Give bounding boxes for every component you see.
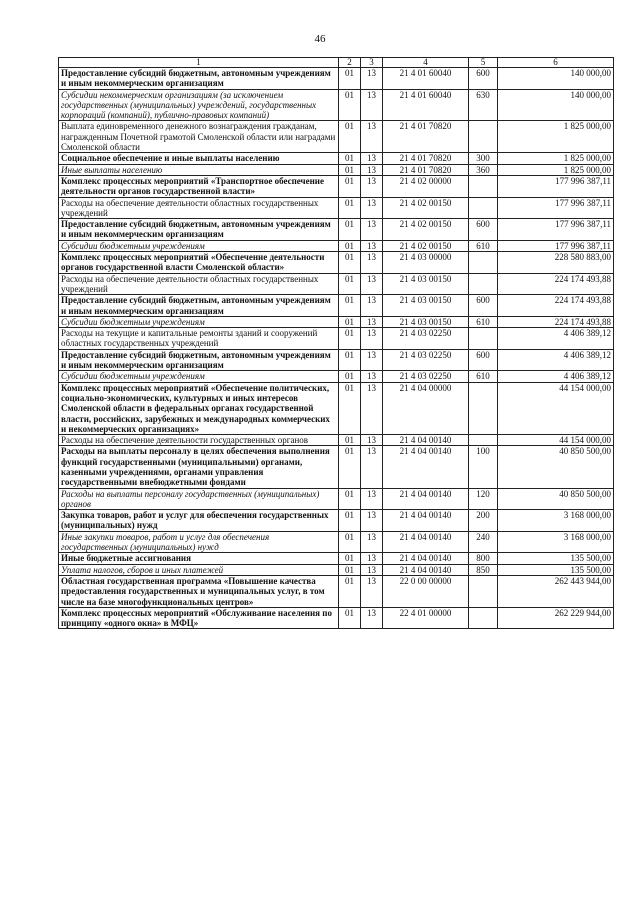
- row-target-code-cell: 21 4 04 00140: [383, 510, 469, 532]
- row-amount-cell: 135 500,00: [498, 553, 614, 564]
- row-expense-type-cell: 630: [469, 89, 498, 121]
- table-row: [59, 240, 614, 251]
- row-amount-cell: 177 996 387,11: [498, 197, 614, 219]
- row-amount-cell: 1 825 000,00: [498, 153, 614, 164]
- row-target-code-cell: 21 4 04 00000: [383, 382, 469, 434]
- row-expense-type-cell: [469, 328, 498, 350]
- header-cell: 3: [361, 58, 383, 68]
- row-section-cell: 01: [339, 68, 361, 90]
- row-expense-type-cell: [469, 575, 498, 607]
- row-expense-type-cell: 300: [469, 153, 498, 164]
- row-name-cell: Комплекс процессных мероприятий «Обеспечение политических, социально-экономических, культурных и иных интересов Смоленской области в федеральных органах государственной власти, российских, зарубежных и международных коммерческих и некоммерческих организациях»: [59, 382, 339, 434]
- row-section-cell: 01: [339, 252, 361, 274]
- row-name-cell: Субсидии бюджетным учреждениям: [59, 316, 339, 327]
- row-section-cell: 01: [339, 164, 361, 175]
- row-section-cell: 01: [339, 531, 361, 553]
- row-section-cell: 01: [339, 607, 361, 629]
- row-expense-type-cell: [469, 273, 498, 295]
- row-name-cell: Предоставление субсидий бюджетным, автономным учреждениям и иным некоммерческим организациям: [59, 295, 339, 317]
- row-section-cell: 01: [339, 446, 361, 488]
- row-expense-type-cell: [469, 121, 498, 153]
- row-name-cell: Предоставление субсидий бюджетным, автономным учреждениям и иным некоммерческим организациям: [59, 349, 339, 371]
- row-target-code-cell: 21 4 01 60040: [383, 89, 469, 121]
- table-row: [59, 382, 614, 434]
- table-row: [59, 607, 614, 629]
- row-subsection-cell: 13: [361, 219, 383, 241]
- row-amount-cell: 177 996 387,11: [498, 175, 614, 197]
- row-subsection-cell: 13: [361, 164, 383, 175]
- row-expense-type-cell: [469, 382, 498, 434]
- table-row: [59, 68, 614, 90]
- row-name-cell: Расходы на выплаты персоналу государственных (муниципальных) органов: [59, 488, 339, 510]
- row-name-cell: Закупка товаров, работ и услуг для обеспечения государственных (муниципальных) нужд: [59, 510, 339, 532]
- row-amount-cell: 224 174 493,88: [498, 316, 614, 327]
- row-subsection-cell: 13: [361, 488, 383, 510]
- row-target-code-cell: 21 4 04 00140: [383, 531, 469, 553]
- row-expense-type-cell: 600: [469, 349, 498, 371]
- row-amount-cell: 4 406 389,12: [498, 328, 614, 350]
- row-expense-type-cell: [469, 197, 498, 219]
- row-subsection-cell: 13: [361, 531, 383, 553]
- table-row: [59, 153, 614, 164]
- row-amount-cell: 177 996 387,11: [498, 219, 614, 241]
- row-target-code-cell: 21 4 02 00150: [383, 197, 469, 219]
- row-section-cell: 01: [339, 240, 361, 251]
- table-row: [59, 316, 614, 327]
- row-expense-type-cell: 610: [469, 316, 498, 327]
- row-amount-cell: 1 825 000,00: [498, 164, 614, 175]
- row-expense-type-cell: 240: [469, 531, 498, 553]
- header-cell: 1: [59, 58, 339, 68]
- row-expense-type-cell: 360: [469, 164, 498, 175]
- row-subsection-cell: 13: [361, 575, 383, 607]
- row-subsection-cell: 13: [361, 197, 383, 219]
- row-target-code-cell: 21 4 01 70820: [383, 164, 469, 175]
- row-amount-cell: 177 996 387,11: [498, 240, 614, 251]
- row-subsection-cell: 13: [361, 175, 383, 197]
- row-subsection-cell: 13: [361, 349, 383, 371]
- row-name-cell: Выплата единовременного денежного вознаграждения гражданам, награжденным Почетной грамотой Смоленской области или наградами Смоленской области: [59, 121, 339, 153]
- row-expense-type-cell: 600: [469, 219, 498, 241]
- table-body: [59, 68, 614, 629]
- row-amount-cell: 1 825 000,00: [498, 121, 614, 153]
- row-subsection-cell: 13: [361, 446, 383, 488]
- row-section-cell: 01: [339, 328, 361, 350]
- row-name-cell: Комплекс процессных мероприятий «Обеспечение деятельности органов государственной власти Смоленской области»: [59, 252, 339, 274]
- table-row: [59, 553, 614, 564]
- table-row: [59, 164, 614, 175]
- row-target-code-cell: 21 4 01 70820: [383, 121, 469, 153]
- row-name-cell: Комплекс процессных мероприятий «Транспортное обеспечение деятельности органов государственной власти»: [59, 175, 339, 197]
- row-name-cell: Социальное обеспечение и иные выплаты населению: [59, 153, 339, 164]
- table-row: [59, 371, 614, 382]
- row-subsection-cell: 13: [361, 371, 383, 382]
- row-expense-type-cell: 100: [469, 446, 498, 488]
- table-row: [59, 435, 614, 446]
- row-name-cell: Иные бюджетные ассигнования: [59, 553, 339, 564]
- row-subsection-cell: 13: [361, 328, 383, 350]
- table-row: [59, 89, 614, 121]
- row-amount-cell: 44 154 000,00: [498, 435, 614, 446]
- header-cell: 4: [383, 58, 469, 68]
- row-section-cell: 01: [339, 295, 361, 317]
- row-name-cell: Комплекс процессных мероприятий «Обслуживание населения по принципу «одного окна» в МФЦ»: [59, 607, 339, 629]
- row-section-cell: 01: [339, 435, 361, 446]
- table-row: [59, 219, 614, 241]
- table-row: [59, 252, 614, 274]
- row-name-cell: Расходы на выплаты персоналу в целях обеспечения выполнения функций государственными (муниципальными) органами, казенными учреждениями, органами управления государственными внебюджетными фондами: [59, 446, 339, 488]
- row-subsection-cell: 13: [361, 607, 383, 629]
- row-amount-cell: 3 168 000,00: [498, 510, 614, 532]
- row-section-cell: 01: [339, 488, 361, 510]
- table-row: [59, 349, 614, 371]
- row-name-cell: Субсидии бюджетным учреждениям: [59, 371, 339, 382]
- row-subsection-cell: 13: [361, 273, 383, 295]
- row-name-cell: Областная государственная программа «Повышение качества предоставления государственных и муниципальных услуг, в том числе на базе многофункциональных центров»: [59, 575, 339, 607]
- row-target-code-cell: 21 4 03 02250: [383, 371, 469, 382]
- row-expense-type-cell: 600: [469, 68, 498, 90]
- header-cell: 5: [469, 58, 498, 68]
- row-target-code-cell: 21 4 04 00140: [383, 553, 469, 564]
- row-name-cell: Предоставление субсидий бюджетным, автономным учреждениям и иным некоммерческим организациям: [59, 219, 339, 241]
- row-section-cell: 01: [339, 564, 361, 575]
- row-expense-type-cell: 600: [469, 295, 498, 317]
- row-expense-type-cell: 200: [469, 510, 498, 532]
- row-section-cell: 01: [339, 575, 361, 607]
- row-section-cell: 01: [339, 510, 361, 532]
- row-subsection-cell: 13: [361, 252, 383, 274]
- table-row: [59, 531, 614, 553]
- row-subsection-cell: 13: [361, 510, 383, 532]
- table-row: [59, 575, 614, 607]
- table-row: [59, 295, 614, 317]
- row-subsection-cell: 13: [361, 153, 383, 164]
- row-amount-cell: 262 229 944,00: [498, 607, 614, 629]
- row-expense-type-cell: 610: [469, 240, 498, 251]
- row-subsection-cell: 13: [361, 240, 383, 251]
- table-row: [59, 328, 614, 350]
- row-target-code-cell: 22 0 00 00000: [383, 575, 469, 607]
- header-cell: 6: [498, 58, 614, 68]
- row-target-code-cell: 21 4 04 00140: [383, 488, 469, 510]
- row-target-code-cell: 21 4 03 02250: [383, 349, 469, 371]
- table-row: [59, 446, 614, 488]
- row-section-cell: 01: [339, 371, 361, 382]
- row-expense-type-cell: [469, 175, 498, 197]
- row-expense-type-cell: [469, 435, 498, 446]
- row-amount-cell: 140 000,00: [498, 68, 614, 90]
- row-target-code-cell: 21 4 03 00150: [383, 295, 469, 317]
- row-name-cell: Расходы на обеспечение деятельности областных государственных учреждений: [59, 273, 339, 295]
- table-row: [59, 564, 614, 575]
- row-target-code-cell: 21 4 03 02250: [383, 328, 469, 350]
- row-name-cell: Предоставление субсидий бюджетным, автономным учреждениям и иным некоммерческим организациям: [59, 68, 339, 90]
- row-subsection-cell: 13: [361, 121, 383, 153]
- row-name-cell: Расходы на обеспечение деятельности государственных органов: [59, 435, 339, 446]
- row-section-cell: 01: [339, 382, 361, 434]
- row-amount-cell: 44 154 000,00: [498, 382, 614, 434]
- row-amount-cell: 262 443 944,00: [498, 575, 614, 607]
- row-target-code-cell: 21 4 04 00140: [383, 446, 469, 488]
- row-name-cell: Иные выплаты населению: [59, 164, 339, 175]
- budget-table: [58, 57, 614, 629]
- row-target-code-cell: 21 4 03 00150: [383, 316, 469, 327]
- table-header-row: [59, 58, 614, 68]
- row-amount-cell: 4 406 389,12: [498, 371, 614, 382]
- row-name-cell: Субсидии бюджетным учреждениям: [59, 240, 339, 251]
- row-expense-type-cell: 610: [469, 371, 498, 382]
- row-subsection-cell: 13: [361, 435, 383, 446]
- row-target-code-cell: 21 4 02 00150: [383, 219, 469, 241]
- row-name-cell: Расходы на обеспечение деятельности областных государственных учреждений: [59, 197, 339, 219]
- table-row: [59, 273, 614, 295]
- row-subsection-cell: 13: [361, 295, 383, 317]
- table-row: [59, 510, 614, 532]
- row-section-cell: 01: [339, 197, 361, 219]
- row-amount-cell: 135 500,00: [498, 564, 614, 575]
- row-section-cell: 01: [339, 316, 361, 327]
- row-target-code-cell: 21 4 03 00000: [383, 252, 469, 274]
- row-amount-cell: 3 168 000,00: [498, 531, 614, 553]
- row-amount-cell: 224 174 493,88: [498, 295, 614, 317]
- table-row: [59, 488, 614, 510]
- row-target-code-cell: 22 4 01 00000: [383, 607, 469, 629]
- row-amount-cell: 4 406 389,12: [498, 349, 614, 371]
- row-amount-cell: 40 850 500,00: [498, 446, 614, 488]
- row-subsection-cell: 13: [361, 564, 383, 575]
- row-subsection-cell: 13: [361, 89, 383, 121]
- row-expense-type-cell: [469, 607, 498, 629]
- row-amount-cell: 228 580 883,00: [498, 252, 614, 274]
- row-subsection-cell: 13: [361, 382, 383, 434]
- row-target-code-cell: 21 4 04 00140: [383, 435, 469, 446]
- row-expense-type-cell: 120: [469, 488, 498, 510]
- row-subsection-cell: 13: [361, 316, 383, 327]
- row-name-cell: Расходы на текущие и капитальные ремонты зданий и сооружений областных государственных учреждений: [59, 328, 339, 350]
- row-subsection-cell: 13: [361, 68, 383, 90]
- row-expense-type-cell: 850: [469, 564, 498, 575]
- row-section-cell: 01: [339, 553, 361, 564]
- row-section-cell: 01: [339, 89, 361, 121]
- row-target-code-cell: 21 4 01 70820: [383, 153, 469, 164]
- row-amount-cell: 140 000,00: [498, 89, 614, 121]
- row-expense-type-cell: 800: [469, 553, 498, 564]
- row-expense-type-cell: [469, 252, 498, 274]
- table-row: [59, 197, 614, 219]
- row-subsection-cell: 13: [361, 553, 383, 564]
- row-name-cell: Уплата налогов, сборов и иных платежей: [59, 564, 339, 575]
- row-name-cell: Субсидии некоммерческим организациям (за исключением государственных (муниципальных) учреждений, государственных корпораций (компаний), публично-правовых компаний): [59, 89, 339, 121]
- row-target-code-cell: 21 4 03 00150: [383, 273, 469, 295]
- row-section-cell: 01: [339, 349, 361, 371]
- row-amount-cell: 40 850 500,00: [498, 488, 614, 510]
- table-row: [59, 175, 614, 197]
- row-section-cell: 01: [339, 273, 361, 295]
- row-target-code-cell: 21 4 04 00140: [383, 564, 469, 575]
- row-section-cell: 01: [339, 153, 361, 164]
- header-cell: 2: [339, 58, 361, 68]
- row-amount-cell: 224 174 493,88: [498, 273, 614, 295]
- row-target-code-cell: 21 4 02 00150: [383, 240, 469, 251]
- row-name-cell: Иные закупки товаров, работ и услуг для обеспечения государственных (муниципальных) нужд: [59, 531, 339, 553]
- row-section-cell: 01: [339, 175, 361, 197]
- row-section-cell: 01: [339, 121, 361, 153]
- row-target-code-cell: 21 4 02 00000: [383, 175, 469, 197]
- row-target-code-cell: 21 4 01 60040: [383, 68, 469, 90]
- page-number: 46: [314, 33, 326, 45]
- table-row: [59, 121, 614, 153]
- row-section-cell: 01: [339, 219, 361, 241]
